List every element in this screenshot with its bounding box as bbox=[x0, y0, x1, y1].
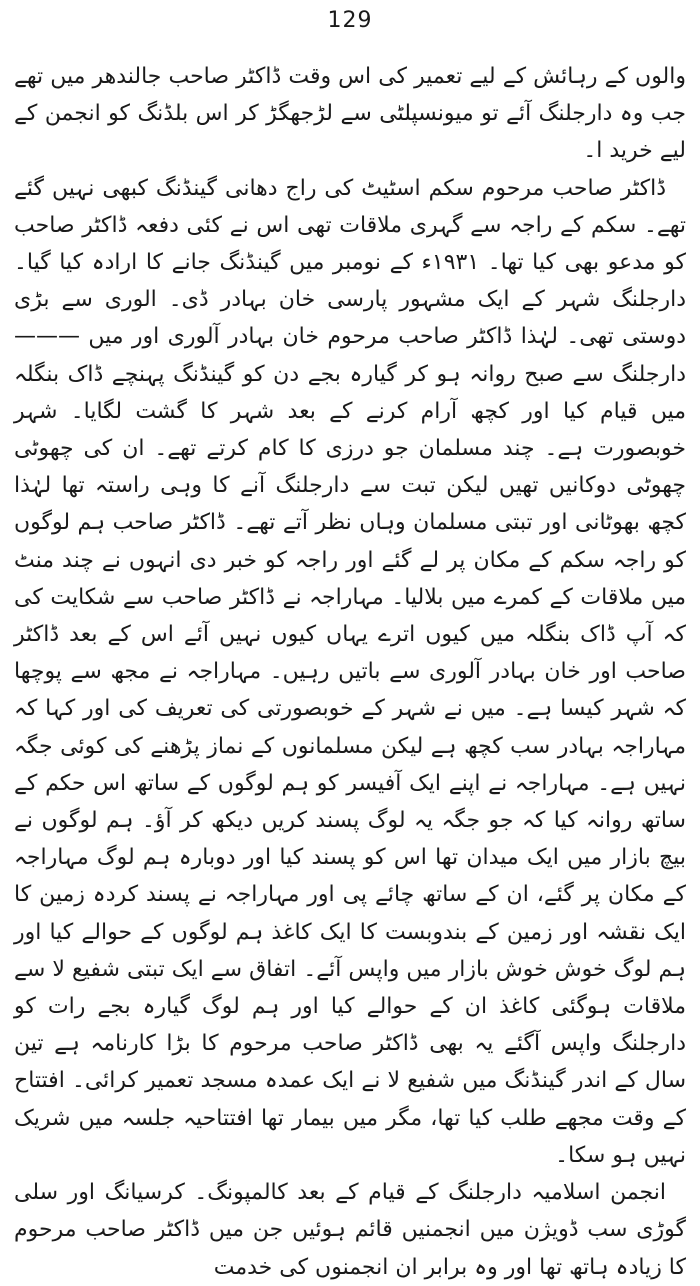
paragraph-1: والوں کے رہائش کے لیے تعمیر کی اس وقت ڈاکٹر صاحب جالندھر میں تھے جب وہ دارجلنگ آئے تو میونسپلٹی سے لڑجھگڑ کر اس بلڈنگ کو انجمن کے لیے خرید ا۔ bbox=[14, 64, 686, 164]
paragraph-2: ڈاکٹر صاحب مرحوم سکم اسٹیٹ کی راج دھانی گینڈنگ کبھی نہیں گئے تھے۔ سکم کے راجہ سے گہری ملاقات تھی اس نے کئی دفعہ ڈاکٹر صاحب کو مدعو بھی کیا تھا۔ ۱۹۳۱ء کے نومبر میں گینڈنگ جانے کا ارادہ کیا گیا۔ دارجلنگ شہر کے ایک مشہور پارسی خان بہادر ڈی۔ الوری سے بڑی دوستی تھی۔ لہٰذا ڈاکٹر صاحب مرحوم خان بہادر آلوری اور میں ——— دارجلنگ سے صبح روانہ ہو کر گیارہ بجے دن کو گینڈنگ پہنچے ڈاک بنگلہ میں قیام کیا اور کچھ آرام کرنے کے بعد شہر کا گشت لگایا۔ شہر خوبصورت ہے۔ چند مسلمان جو درزی کا کام کرتے تھے۔ ان کی چھوٹی چھوٹی دوکانیں تھیں لیکن تبت سے دارجلنگ آنے کا وہی راستہ تھا لہٰذا کچھ بھوٹانی اور تبتی مسلمان وہاں نظر آتے تھے۔ ڈاکٹر صاحب ہم لوگوں کو راجہ سکم کے مکان پر لے گئے اور راجہ کو خبر دی انہوں نے چند منٹ میں ملاقات کے کمرے میں بلالیا۔ مہاراجہ نے ڈاکٹر صاحب سے شکایت کی کہ آپ ڈاک بنگلہ میں کیوں اترے یہاں کیوں نہیں آئے اس کے بعد ڈاکٹر صاحب اور خان بہادر آلوری سے باتیں رہیں۔ مہاراجہ نے مجھ سے پوچھا کہ شہر کیسا ہے۔ میں نے شہر کے خوبصورتی کی تعریف کی اور کہا کہ مہاراجہ بہادر سب کچھ ہے لیکن مسلمانوں کے نماز پڑھنے کی کوئی جگہ نہیں ہے۔ مہاراجہ نے اپنے ایک آفیسر کو ہم لوگوں کے ساتھ اس حکم کے ساتھ روانہ کیا کہ جو جگہ یہ لوگ پسند کریں دیکھ کر آؤ۔ ہم لوگوں نے بیچ بازار میں ایک میدان تھا اس کو پسند کیا اور دوبارہ ہم لوگ مہاراجہ کے مکان پر گئے، ان کے ساتھ چائے پی اور مہاراجہ نے پسند کردہ زمین کا ایک نقشہ اور زمین کے بندوبست کا ایک کاغذ ہم لوگوں کے حوالے کیا اور ہم لوگ خوش خوش بازار میں واپس آئے۔ اتفاق سے ایک تبتی شفیع لا سے ملاقات ہوگئی کاغذ ان کے حوالے کیا اور ہم لوگ گیارہ بجے رات کو دارجلنگ واپس آگئے یہ بھی ڈاکٹر صاحب مرحوم کا بڑا کارنامہ ہے تین سال کے اندر گینڈنگ میں شفیع لا نے ایک عمدہ مسجد تعمیر کرائی۔ افتتاح کے وقت مجھے طلب کیا تھا، مگر میں بیمار تھا افتتاحیہ جلسہ میں شریک نہیں ہو سکا۔ bbox=[14, 175, 687, 1168]
paragraph-3: انجمن اسلامیہ دارجلنگ کے قیام کے بعد کالمپونگ۔ کرسیانگ اور سلی گوڑی سب ڈویژن میں انجمنیں قائم ہوئیں جن میں ڈاکٹر صاحب مرحوم کا زیادہ ہاتھ تھا اور وہ برابر ان انجمنوں کی خدمت bbox=[14, 1180, 686, 1280]
page-number: 129 bbox=[327, 8, 373, 33]
page-body bbox=[14, 58, 686, 1286]
